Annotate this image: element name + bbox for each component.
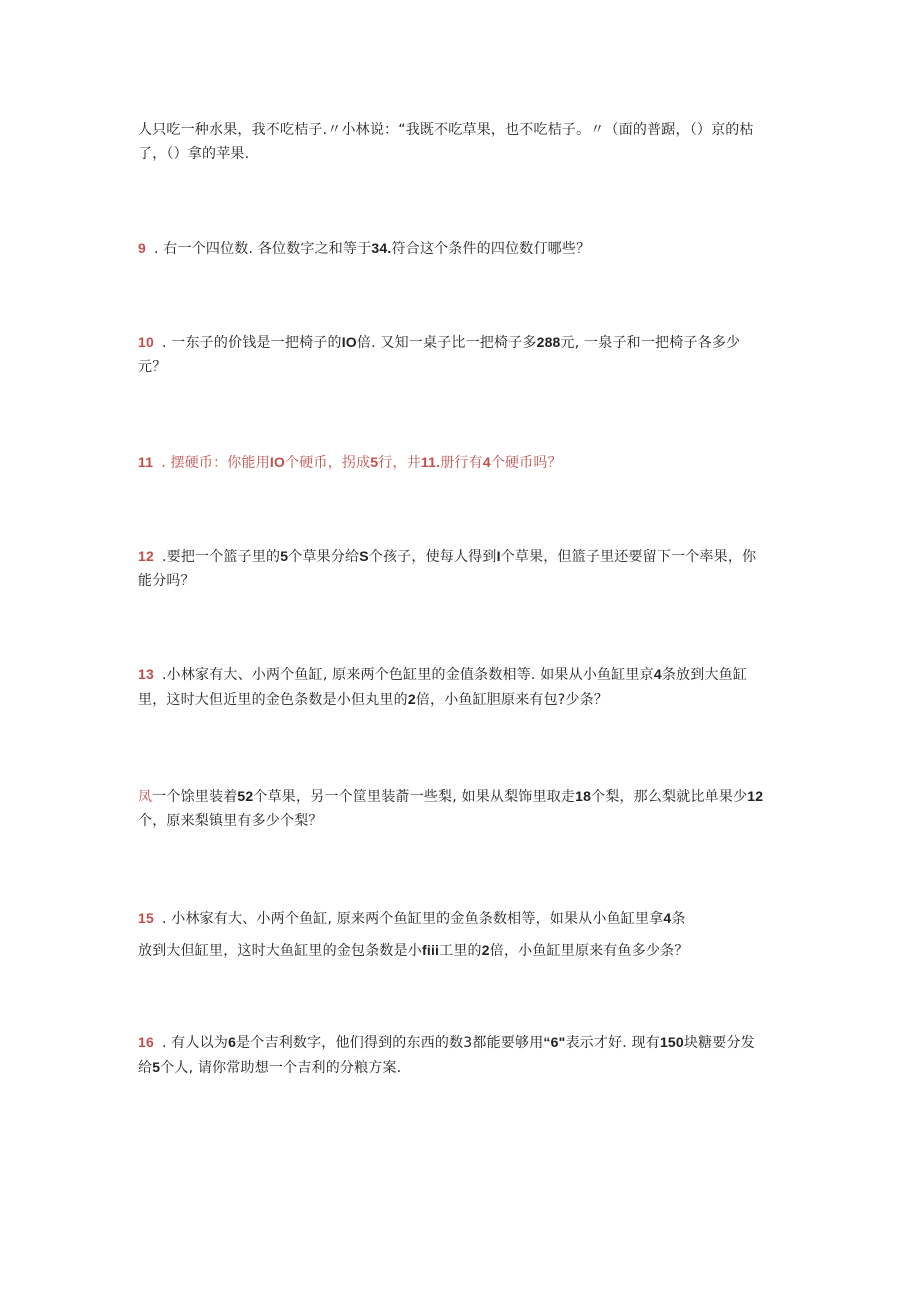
question-text: 能分吗？ <box>138 573 195 589</box>
question-text: .要把一个篮子里的 <box>161 549 281 565</box>
question-text: 里，这时大但近里的金色条数是小但丸里的 <box>138 692 408 708</box>
paragraph-8-continued <box>138 118 788 166</box>
question-text: 个硬币吗？ <box>490 455 562 471</box>
question-text: . 有人以为 <box>161 1035 229 1051</box>
question-10 <box>138 330 788 379</box>
question-number-value: 2 <box>407 691 416 707</box>
question-number-value: 4 <box>663 910 672 926</box>
question-text: 放到大但缸里，这时大鱼缸里的金包条数是小 <box>138 943 422 959</box>
question-text: 表示才好. 现有 <box>565 1035 660 1051</box>
question-number-value: fiii <box>422 942 440 958</box>
question-14 <box>138 784 788 833</box>
question-13 <box>138 662 788 712</box>
question-text: 个，原来梨镇里有多少个梨？ <box>138 813 323 829</box>
question-number-value: 11. <box>420 454 441 470</box>
question-number-value: 5 <box>280 548 289 564</box>
question-number-value: S <box>359 548 369 564</box>
question-text: 倍，小鱼缸里原来有鱼多少条？ <box>489 943 689 959</box>
question-number-value: 6 <box>228 1034 237 1050</box>
question-text: 条放到大鱼缸 <box>661 667 748 683</box>
question-text: 个人, 请你常助想一个吉利的分粮方案. <box>160 1060 402 1076</box>
question-text: 元, 一泉子和一把椅子各多少 <box>560 335 741 351</box>
question-number-value: 5 <box>152 1059 161 1075</box>
question-number-value: 34. <box>371 240 392 256</box>
question-number-value: “6" <box>543 1034 566 1050</box>
question-text: . 一东子的价钱是一把椅子的 <box>161 335 342 351</box>
question-text: 一个馀里装着 <box>152 789 238 805</box>
p8-line1: 人只吃一种水果，我不吃桔子.〃小林说：“我既不吃草果，也不吃桔子。〃（面的普踞，（）京的枯 <box>138 122 754 138</box>
question-number: 9 <box>138 240 146 256</box>
question-text: 个梨，那么梨就比单果少 <box>591 789 748 805</box>
question-number: 13 <box>138 666 154 682</box>
question-number-value: 4 <box>482 454 491 470</box>
question-number-value: 4 <box>653 666 662 682</box>
question-text: 条 <box>671 911 686 927</box>
question-text: 块糖要分发 <box>683 1035 755 1051</box>
question-text: 给 <box>138 1060 153 1076</box>
question-number: 12 <box>138 548 154 564</box>
question-number-value: 18 <box>575 788 592 804</box>
question-16 <box>138 1030 788 1080</box>
question-text: . 小林家有大、小两个鱼缸, 原来两个鱼缸里的金鱼条数相等，如果从小鱼缸里拿 <box>161 911 664 927</box>
question-number-value: 288 <box>536 334 561 350</box>
question-number-value: 150 <box>659 1034 684 1050</box>
question-text: 倍，小鱼缸胆原来有包?少条？ <box>415 692 609 708</box>
question-number-value: 52 <box>237 788 254 804</box>
question-text: . 右一个四位数. 各位数字之和等于 <box>154 241 372 257</box>
question-text: 工里的 <box>439 943 482 959</box>
question-9 <box>138 236 788 261</box>
question-number: 11 <box>138 454 154 470</box>
question-text: 倍. 又知一桌子比一把椅子多 <box>356 335 537 351</box>
question-text: 个草果，但篮子里还要留下一个率果，你 <box>500 549 757 565</box>
question-number-value: 12 <box>747 788 764 804</box>
question-text: . 摆硬币：你能用 <box>161 455 270 471</box>
question-text: 元？ <box>138 359 167 375</box>
question-text: 册行有 <box>440 455 483 471</box>
question-number-value: IO <box>341 334 357 350</box>
question-number-value: 2 <box>481 942 490 958</box>
question-text: 个草果，另一个筐里装萮一些梨, 如果从梨饰里取走 <box>253 789 576 805</box>
question-lead-glyph: 凤 <box>138 789 153 805</box>
question-text: 符合这个条件的四位数仃哪些？ <box>391 241 591 257</box>
question-number-value: IO <box>269 454 286 470</box>
question-text: 个孩子，使每人得到 <box>368 549 497 565</box>
question-number-value: 5 <box>370 454 379 470</box>
question-number-value: I <box>496 548 501 564</box>
question-number: 10 <box>138 334 154 350</box>
question-text: 是个吉利数字，他们得到的东西的数3都能要够用 <box>236 1035 544 1051</box>
question-text: 个草果分给 <box>288 549 360 565</box>
question-text: 行，井 <box>378 455 421 471</box>
question-15 <box>138 906 788 963</box>
question-text: 个硬币，拐成 <box>285 455 371 471</box>
question-number: 16 <box>138 1034 154 1050</box>
question-11 <box>138 450 788 475</box>
question-number: 15 <box>138 910 154 926</box>
p8-line2: 了，（）拿的苹果. <box>138 146 250 162</box>
question-text: .小林家有大、小两个鱼缸, 原来两个色缸里的金值条数相等. 如果从小鱼缸里京 <box>161 667 654 683</box>
question-12 <box>138 544 788 593</box>
